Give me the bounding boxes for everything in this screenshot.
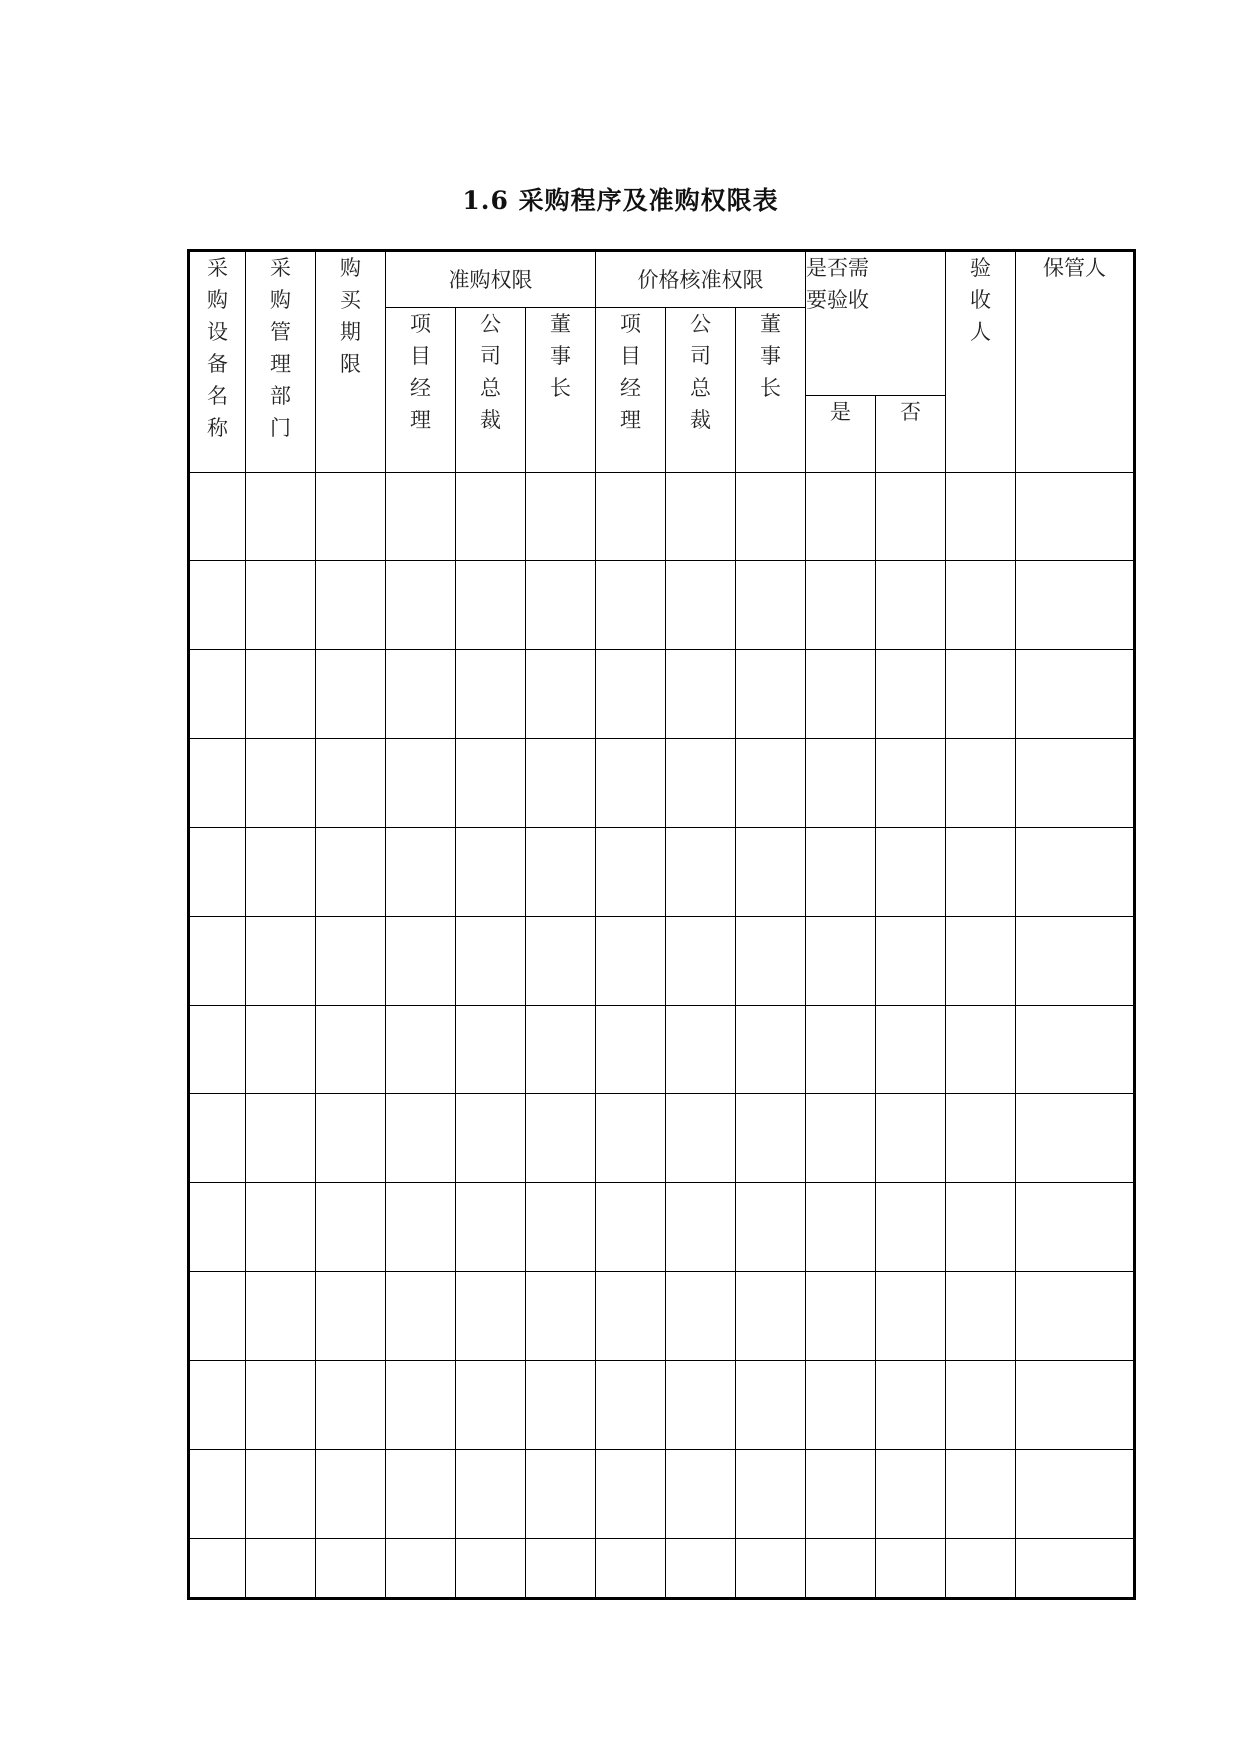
table-cell bbox=[736, 1183, 806, 1272]
table-cell bbox=[736, 1449, 806, 1538]
table-cell bbox=[316, 916, 386, 1005]
table-cell bbox=[806, 472, 876, 561]
header-row-1 bbox=[189, 251, 1135, 308]
table-cell bbox=[1016, 1449, 1135, 1538]
table-cell bbox=[666, 1449, 736, 1538]
table-cell bbox=[1016, 1538, 1135, 1598]
table-cell bbox=[596, 561, 666, 650]
table-cell bbox=[736, 916, 806, 1005]
table-row bbox=[189, 739, 1135, 828]
table-cell bbox=[386, 1360, 456, 1449]
header-acceptance-required: 是否需 要验收 bbox=[806, 251, 946, 396]
table-cell bbox=[386, 561, 456, 650]
table-cell bbox=[386, 472, 456, 561]
table-cell bbox=[526, 561, 596, 650]
table-cell bbox=[596, 1183, 666, 1272]
table-cell bbox=[1016, 650, 1135, 739]
table-cell bbox=[596, 472, 666, 561]
table-cell bbox=[316, 561, 386, 650]
table-cell bbox=[946, 739, 1016, 828]
table-cell bbox=[246, 561, 316, 650]
table-cell bbox=[189, 1538, 246, 1598]
table-cell bbox=[596, 916, 666, 1005]
table-cell bbox=[876, 1449, 946, 1538]
table-cell bbox=[316, 1449, 386, 1538]
table-cell bbox=[386, 1005, 456, 1094]
table-cell bbox=[189, 827, 246, 916]
header-price-project-manager: 项 目 经 理 bbox=[596, 308, 666, 473]
header-approval-company-president: 公 司 总 裁 bbox=[456, 308, 526, 473]
table-cell bbox=[456, 739, 526, 828]
table-cell bbox=[596, 650, 666, 739]
table-cell bbox=[736, 739, 806, 828]
table-cell bbox=[189, 1183, 246, 1272]
table-cell bbox=[596, 827, 666, 916]
table-cell bbox=[666, 472, 736, 561]
table-cell bbox=[456, 916, 526, 1005]
table-cell bbox=[316, 1005, 386, 1094]
table-cell bbox=[386, 650, 456, 739]
header-acceptance-no: 否 bbox=[876, 395, 946, 472]
table-cell bbox=[1016, 1005, 1135, 1094]
table-cell bbox=[189, 1094, 246, 1183]
table-cell bbox=[386, 1094, 456, 1183]
table-cell bbox=[526, 1272, 596, 1361]
table-cell bbox=[876, 561, 946, 650]
table-cell bbox=[946, 472, 1016, 561]
table-cell bbox=[189, 1272, 246, 1361]
table-cell bbox=[246, 472, 316, 561]
table-cell bbox=[666, 1183, 736, 1272]
table-cell bbox=[526, 472, 596, 561]
table-cell bbox=[189, 1449, 246, 1538]
table-cell bbox=[946, 1005, 1016, 1094]
header-approval-project-manager: 项 目 经 理 bbox=[386, 308, 456, 473]
table-cell bbox=[736, 1538, 806, 1598]
table-cell bbox=[736, 827, 806, 916]
table-cell bbox=[876, 916, 946, 1005]
table-cell bbox=[316, 1360, 386, 1449]
table-cell bbox=[526, 1005, 596, 1094]
table-cell bbox=[386, 916, 456, 1005]
table-row bbox=[189, 1449, 1135, 1538]
table-cell bbox=[876, 1183, 946, 1272]
table-cell bbox=[386, 1183, 456, 1272]
table-cell bbox=[1016, 561, 1135, 650]
table-cell bbox=[1016, 1360, 1135, 1449]
table-cell bbox=[946, 1360, 1016, 1449]
table-cell bbox=[806, 650, 876, 739]
header-price-approval: 价格核准权限 bbox=[596, 251, 806, 308]
table-cell bbox=[666, 916, 736, 1005]
table-cell bbox=[876, 739, 946, 828]
table-cell bbox=[736, 1272, 806, 1361]
table-cell bbox=[946, 650, 1016, 739]
table-cell bbox=[876, 650, 946, 739]
table-cell bbox=[246, 1183, 316, 1272]
table-cell bbox=[806, 1005, 876, 1094]
table-cell bbox=[946, 1183, 1016, 1272]
table-row bbox=[189, 472, 1135, 561]
header-inspector: 验 收 人 bbox=[946, 251, 1016, 473]
table-cell bbox=[1016, 916, 1135, 1005]
table-row bbox=[189, 1094, 1135, 1183]
table-cell bbox=[246, 1538, 316, 1598]
table-cell bbox=[189, 561, 246, 650]
table-cell bbox=[736, 1005, 806, 1094]
table-row bbox=[189, 1272, 1135, 1361]
table-cell bbox=[806, 1272, 876, 1361]
table-cell bbox=[526, 827, 596, 916]
table-cell bbox=[456, 1449, 526, 1538]
table-cell bbox=[736, 561, 806, 650]
header-equipment-name: 采 购 设 备 名 称 bbox=[189, 251, 246, 473]
table-cell bbox=[526, 1094, 596, 1183]
header-management-dept: 采 购 管 理 部 门 bbox=[246, 251, 316, 473]
table-cell bbox=[189, 1005, 246, 1094]
table-cell bbox=[596, 1360, 666, 1449]
table-cell bbox=[876, 827, 946, 916]
header-price-company-president: 公 司 总 裁 bbox=[666, 308, 736, 473]
table-cell bbox=[246, 739, 316, 828]
table-cell bbox=[806, 916, 876, 1005]
table-cell bbox=[736, 1360, 806, 1449]
table-cell bbox=[246, 1272, 316, 1361]
table-cell bbox=[666, 1094, 736, 1183]
header-purchase-period: 购 买 期 限 bbox=[316, 251, 386, 473]
table-cell bbox=[596, 739, 666, 828]
table-cell bbox=[456, 1094, 526, 1183]
table-cell bbox=[806, 1449, 876, 1538]
table-cell bbox=[386, 1538, 456, 1598]
table-cell bbox=[876, 1005, 946, 1094]
table-cell bbox=[456, 650, 526, 739]
table-cell bbox=[806, 739, 876, 828]
table-cell bbox=[666, 1005, 736, 1094]
table-cell bbox=[316, 472, 386, 561]
table-cell bbox=[806, 1094, 876, 1183]
table-cell bbox=[1016, 1183, 1135, 1272]
table-cell bbox=[246, 1360, 316, 1449]
table-cell bbox=[189, 472, 246, 561]
table-cell bbox=[246, 1094, 316, 1183]
table-cell bbox=[946, 916, 1016, 1005]
table-cell bbox=[946, 1449, 1016, 1538]
table-cell bbox=[596, 1538, 666, 1598]
table-cell bbox=[806, 827, 876, 916]
table-cell bbox=[666, 1272, 736, 1361]
table-cell bbox=[316, 739, 386, 828]
table-cell bbox=[456, 472, 526, 561]
table-cell bbox=[806, 561, 876, 650]
table-cell bbox=[526, 650, 596, 739]
table-cell bbox=[666, 1360, 736, 1449]
table-row bbox=[189, 827, 1135, 916]
header-approval-authority: 准购权限 bbox=[386, 251, 596, 308]
table-row bbox=[189, 916, 1135, 1005]
table-cell bbox=[456, 1183, 526, 1272]
table-cell bbox=[596, 1005, 666, 1094]
table-cell bbox=[246, 1449, 316, 1538]
table-body bbox=[189, 472, 1135, 1598]
table-row bbox=[189, 1005, 1135, 1094]
table-row bbox=[189, 1538, 1135, 1598]
table-cell bbox=[736, 1094, 806, 1183]
purchase-authority-table bbox=[187, 249, 1136, 1600]
table-cell bbox=[736, 650, 806, 739]
table-cell bbox=[666, 650, 736, 739]
table-cell bbox=[736, 472, 806, 561]
table-cell bbox=[946, 1538, 1016, 1598]
table-cell bbox=[526, 1183, 596, 1272]
table-cell bbox=[666, 739, 736, 828]
table-cell bbox=[596, 1449, 666, 1538]
table-cell bbox=[189, 1360, 246, 1449]
table-cell bbox=[316, 650, 386, 739]
table-cell bbox=[666, 1538, 736, 1598]
table-cell bbox=[526, 1449, 596, 1538]
table-cell bbox=[456, 1360, 526, 1449]
table-cell bbox=[1016, 1272, 1135, 1361]
table-cell bbox=[526, 739, 596, 828]
table-cell bbox=[876, 472, 946, 561]
header-keeper: 保管人 bbox=[1016, 251, 1135, 473]
table-cell bbox=[1016, 1094, 1135, 1183]
table-cell bbox=[806, 1538, 876, 1598]
table-cell bbox=[806, 1360, 876, 1449]
table-cell bbox=[246, 916, 316, 1005]
table-cell bbox=[456, 1272, 526, 1361]
table-cell bbox=[246, 650, 316, 739]
table-cell bbox=[316, 1538, 386, 1598]
table-cell bbox=[1016, 472, 1135, 561]
table-cell bbox=[596, 1094, 666, 1183]
table-cell bbox=[316, 1183, 386, 1272]
table-cell bbox=[456, 1005, 526, 1094]
table-cell bbox=[526, 1538, 596, 1598]
table-cell bbox=[946, 1272, 1016, 1361]
table-cell bbox=[386, 739, 456, 828]
table-cell bbox=[946, 1094, 1016, 1183]
table-row bbox=[189, 1183, 1135, 1272]
table-cell bbox=[189, 650, 246, 739]
table-row bbox=[189, 650, 1135, 739]
table-cell bbox=[189, 916, 246, 1005]
table-cell bbox=[246, 827, 316, 916]
table-cell bbox=[806, 1183, 876, 1272]
table-cell bbox=[596, 1272, 666, 1361]
table-cell bbox=[456, 827, 526, 916]
table-cell bbox=[526, 1360, 596, 1449]
table-cell bbox=[189, 739, 246, 828]
table-cell bbox=[386, 827, 456, 916]
table-cell bbox=[1016, 739, 1135, 828]
header-price-chairman: 董 事 长 bbox=[736, 308, 806, 473]
table-cell bbox=[316, 1094, 386, 1183]
table-cell bbox=[876, 1360, 946, 1449]
table-cell bbox=[876, 1094, 946, 1183]
table-row bbox=[189, 561, 1135, 650]
header-approval-chairman: 董 事 长 bbox=[526, 308, 596, 473]
table-cell bbox=[666, 827, 736, 916]
table-cell bbox=[1016, 827, 1135, 916]
table-cell bbox=[456, 1538, 526, 1598]
table-cell bbox=[316, 827, 386, 916]
table-row bbox=[189, 1360, 1135, 1449]
table-cell bbox=[456, 561, 526, 650]
table-cell bbox=[386, 1272, 456, 1361]
table-cell bbox=[946, 827, 1016, 916]
table-cell bbox=[876, 1538, 946, 1598]
table-cell bbox=[386, 1449, 456, 1538]
table-cell bbox=[526, 916, 596, 1005]
page-title: 1.6 采购程序及准购权限表 bbox=[462, 186, 779, 215]
table-cell bbox=[246, 1005, 316, 1094]
table-cell bbox=[946, 561, 1016, 650]
table-cell bbox=[316, 1272, 386, 1361]
header-acceptance-yes: 是 bbox=[806, 395, 876, 472]
table-cell bbox=[666, 561, 736, 650]
table-cell bbox=[876, 1272, 946, 1361]
